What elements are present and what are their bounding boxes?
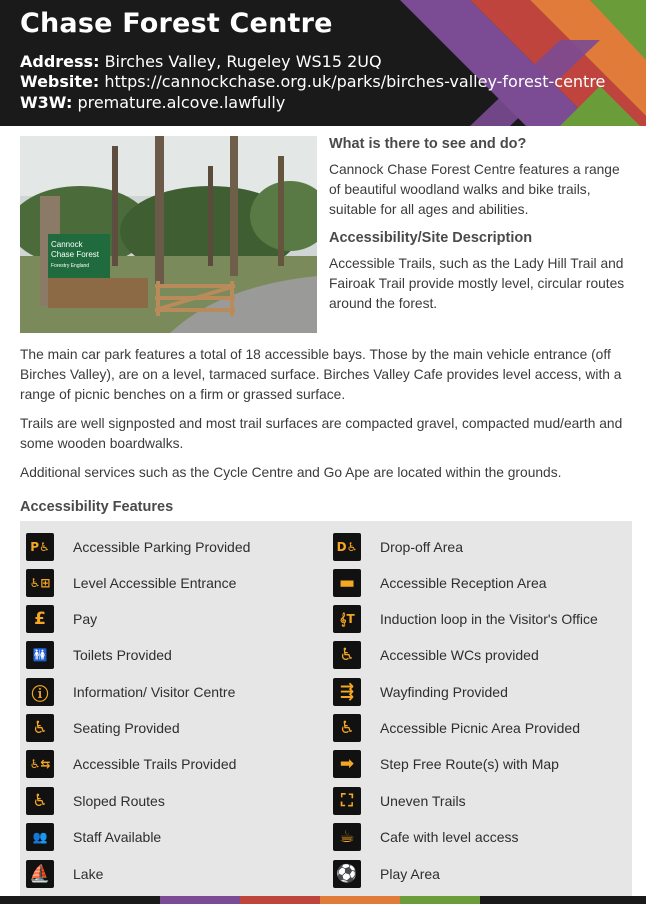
feature-item — [333, 533, 463, 561]
feature-label: Toilets Provided — [73, 647, 172, 663]
feature-item — [26, 860, 103, 888]
feature-item — [26, 641, 172, 669]
feature-item — [26, 569, 236, 597]
accessible-trails-icon: ♿⇆ — [26, 750, 54, 778]
feature-item — [333, 605, 598, 633]
uneven-trails-icon: ⛶ — [333, 787, 361, 815]
sign-line-2: Chase Forest — [51, 250, 100, 259]
reception-icon: ▬ — [333, 569, 361, 597]
features-panel — [20, 521, 632, 896]
feature-item — [26, 750, 236, 778]
accessible-parking-icon: P♿ — [26, 533, 54, 561]
feature-item — [26, 714, 180, 742]
intro-heading: What is there to see and do? — [329, 136, 527, 152]
wooden-gate — [155, 281, 235, 316]
access-text: Accessible Trails, such as the Lady Hill Trail and Fairoak Trail provide mostly level, circular routes around the forest. — [329, 256, 625, 311]
features-title: Accessibility Features — [20, 499, 174, 515]
services-paragraph: Additional services such as the Cycle Centre and Go Ape are located within the grounds. — [20, 465, 562, 480]
feature-item — [333, 860, 440, 888]
feature-item — [26, 533, 250, 561]
play-area-icon: ⚽ — [333, 860, 361, 888]
feature-label: Accessible Picnic Area Provided — [380, 720, 580, 736]
website-link[interactable]: https://cannockchase.org.uk/parks/birches-valley-forest-centre — [104, 72, 606, 91]
feature-label: Uneven Trails — [380, 793, 466, 809]
w3w-line — [20, 93, 285, 112]
feature-item — [26, 678, 235, 706]
intro-text: Cannock Chase Forest Centre features a range of beautiful woodland walks and bike trails, suitable for all ages and abilities. — [329, 162, 620, 217]
forest-scene-illustration — [20, 136, 317, 333]
feature-label: Drop-off Area — [380, 539, 464, 555]
feature-label: Lake — [73, 866, 104, 882]
cafe-cup-icon: ☕ — [333, 823, 361, 851]
picnic-area-icon: ♿ — [333, 714, 361, 742]
drop-off-icon: D♿ — [333, 533, 361, 561]
feature-item — [26, 605, 97, 633]
feature-label: Sloped Routes — [73, 793, 165, 809]
sign-line-1: Cannock — [51, 240, 83, 249]
bottom-stripe-decoration — [0, 896, 646, 904]
feature-label: Accessible WCs provided — [380, 647, 539, 663]
feature-label: Information/ Visitor Centre — [73, 684, 236, 700]
description-body — [20, 345, 630, 493]
feature-label: Seating Provided — [73, 720, 180, 736]
header-banner — [0, 0, 646, 126]
intro-column — [329, 136, 634, 324]
feature-label: Step Free Route(s) with Map — [380, 756, 559, 772]
feature-label: Cafe with level access — [380, 829, 519, 845]
feature-label: Accessible Reception Area — [380, 575, 547, 591]
feature-item — [333, 750, 559, 778]
feature-item — [333, 678, 508, 706]
feature-label: Play Area — [380, 866, 440, 882]
w3w-value: premature.alcove.lawfully — [77, 93, 286, 112]
seating-icon: ♿ — [26, 714, 54, 742]
feature-label: Level Accessible Entrance — [73, 575, 237, 591]
pay-pound-icon: £ — [26, 605, 54, 633]
toilets-icon: 🚻 — [26, 641, 54, 669]
trails-paragraph: Trails are well signposted and most trail surfaces are compacted gravel, compacted mud/earth and some wooden boardwalks. — [20, 416, 623, 451]
feature-label: Accessible Parking Provided — [73, 539, 251, 555]
step-free-arrow-icon: ➡ — [333, 750, 361, 778]
wayfinding-signpost-icon: ⇶ — [333, 678, 361, 706]
sign-line-3: Forestry England — [51, 263, 90, 269]
feature-label: Accessible Trails Provided — [73, 756, 237, 772]
feature-item — [26, 787, 165, 815]
forest-centre-photo — [20, 136, 317, 333]
sloped-routes-icon: ♿ — [26, 787, 54, 815]
feature-item — [333, 714, 580, 742]
accessible-wc-icon: ♿ — [333, 641, 361, 669]
feature-label: Staff Available — [73, 829, 162, 845]
induction-loop-icon: 𝄞T — [333, 605, 361, 633]
address-value: Birches Valley, Rugeley WS15 2UQ — [104, 52, 382, 71]
feature-item — [333, 569, 547, 597]
feature-label: Induction loop in the Visitor's Office — [380, 611, 598, 627]
car-park-paragraph: The main car park features a total of 18 accessible bays. Those by the main vehicle entrance (off Birches Valley), are on a level, tarmaced surface. Birches Valley Cafe provides level access, with a range of picnic benches on a firm or grassed surface. — [20, 347, 622, 402]
access-heading: Accessibility/Site Description — [329, 230, 533, 246]
feature-label: Wayfinding Provided — [380, 684, 508, 700]
feature-item — [26, 823, 161, 851]
page-title: Chase Forest Centre — [20, 8, 333, 39]
website-label: Website: — [20, 72, 100, 91]
feature-item — [333, 787, 466, 815]
website-line — [20, 72, 605, 91]
feature-item — [333, 823, 519, 851]
level-entrance-icon: ♿⊞ — [26, 569, 54, 597]
information-icon: ⓘ — [26, 678, 54, 706]
feature-label: Pay — [73, 611, 98, 627]
lake-sailboat-icon: ⛵ — [26, 860, 54, 888]
w3w-label: W3W: — [20, 93, 73, 112]
feature-item — [333, 641, 539, 669]
staff-icon: 👥 — [26, 823, 54, 851]
address-label: Address: — [20, 52, 100, 71]
address-line — [20, 52, 382, 71]
